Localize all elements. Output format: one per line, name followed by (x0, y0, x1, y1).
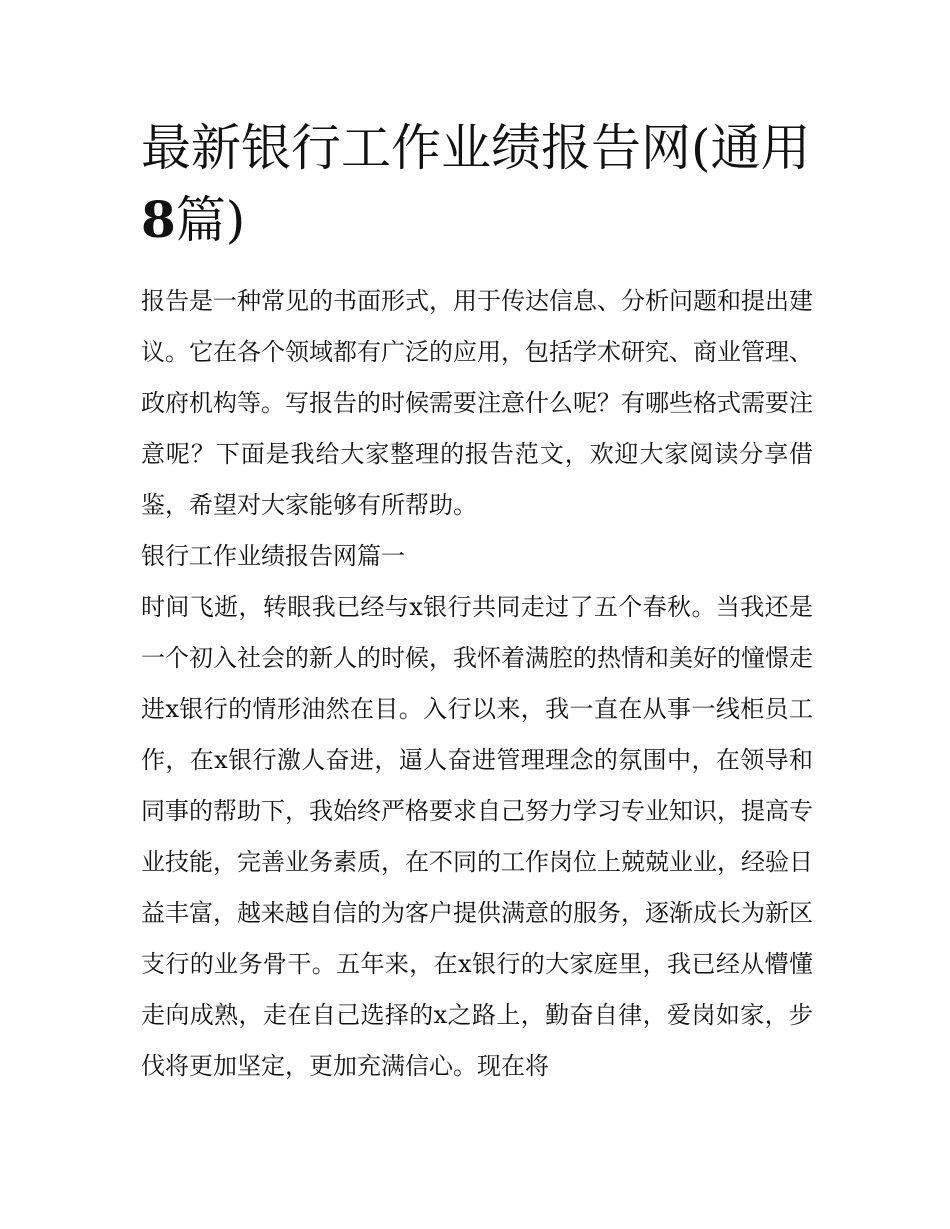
body-paragraph: 时间飞逝，转眼我已经与x银行共同走过了五个春秋。当我还是一个初入社会的新人的时候，我怀着满腔的热情和美好的憧憬走进x银行的情形油然在目。入行以来，我一直在从事一线柜员工作，在x银行激人奋进，逼人奋进管理理念的氛围中，在领导和同事的帮助下，我始终严格要求自己努力学习专业知识，提高专业技能，完善业务素质，在不同的工作岗位上兢兢业业，经验日益丰富，越来越自信的为客户提供满意的服务，逐渐成长为新区支行的业务骨干。五年来，在x银行的大家庭里，我已经从懵懂走向成熟，走在自己选择的x之路上，勤奋自律，爱岗如家，步伐将更加坚定，更加充满信心。现在将 (141, 593, 813, 1080)
section-heading: 银行工作业绩报告网篇一 (141, 542, 405, 570)
document-page (141, 112, 813, 1092)
document-title: 最新银行工作业绩报告网(通用8篇) (141, 119, 811, 249)
document-body (141, 276, 813, 1092)
intro-paragraph: 报告是一种常见的书面形式，用于传达信息、分析问题和提出建议。它在各个领域都有广泛的应用，包括学术研究、商业管理、政府机构等。写报告的时候需要注意什么呢？有哪些格式需要注意呢？下面是我给大家整理的报告范文，欢迎大家阅读分享借鉴，希望对大家能够有所帮助。 (141, 287, 813, 519)
title-number: 8 (141, 190, 176, 249)
